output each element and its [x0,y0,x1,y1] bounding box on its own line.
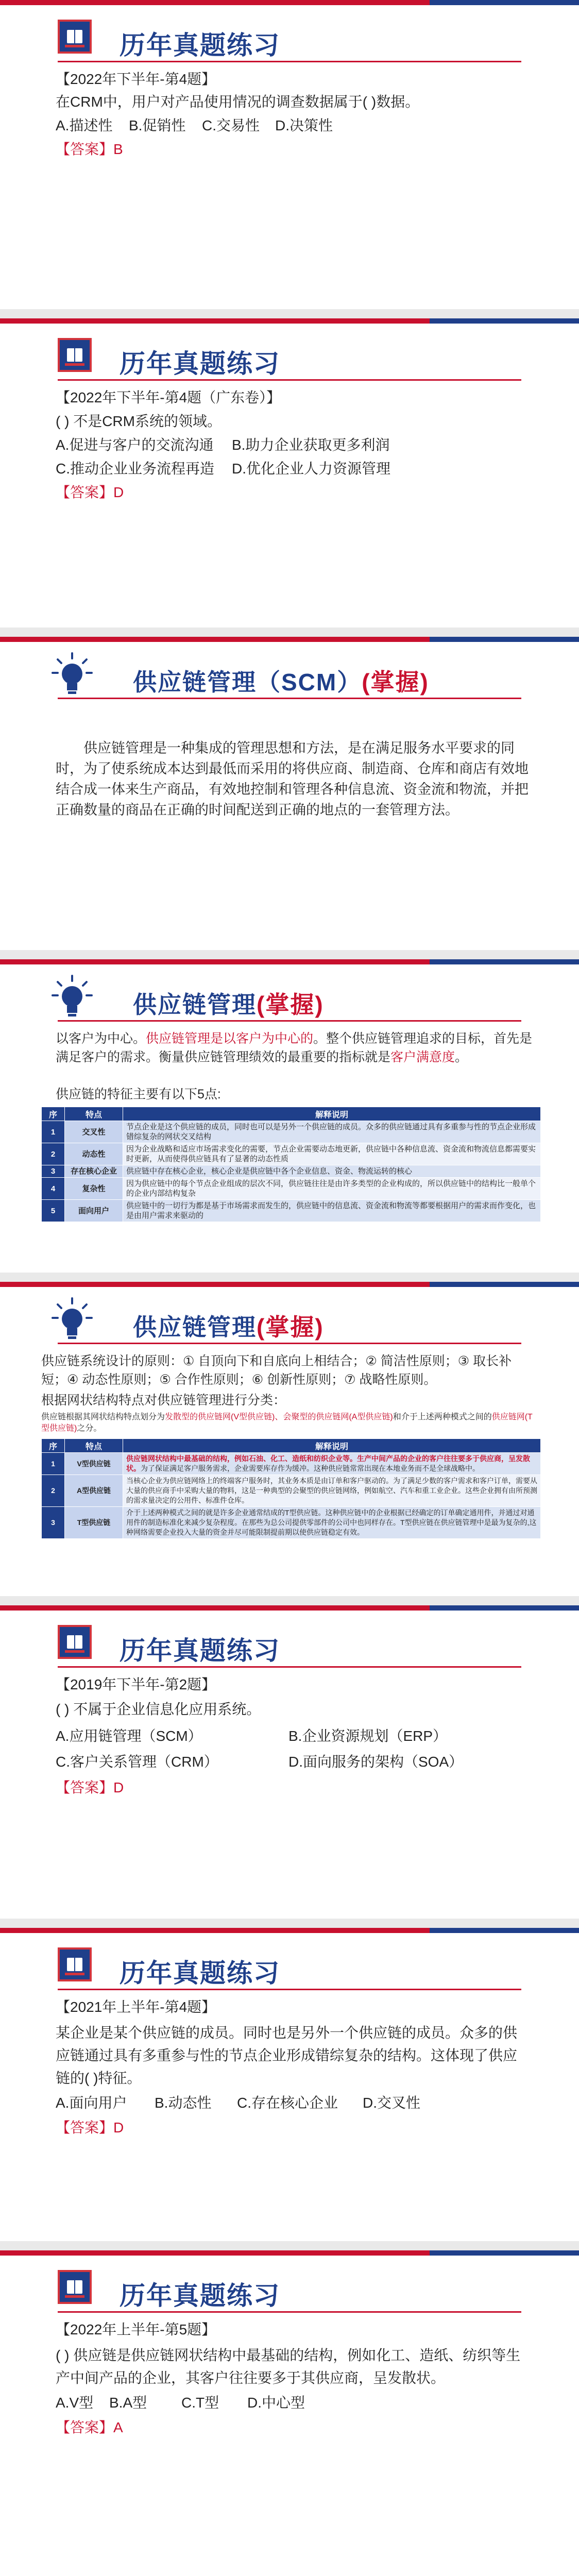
table-row [42,1200,541,1222]
option-b: B.促销性 [129,117,186,133]
top-bar [0,1605,579,1611]
title-underline [58,379,521,381]
title-underline [58,2311,521,2313]
row-feature: 交叉性 [65,1121,123,1143]
top-bar [0,1282,579,1287]
option-c: C.交易性 [202,117,260,133]
slide-1 [0,0,579,309]
row-desc-highlight: 供应链网状结构中最基础的结构，例如石油、化工、造纸和纺织企业等。生产中间产品的企业的客户往往要多于供应商，呈发散状。 [126,1454,530,1472]
row-index: 2 [42,1143,65,1165]
row-index: 3 [42,1165,65,1178]
table-row [42,1121,541,1143]
question-source: 【2022年下半年-第4题】 [56,71,216,87]
header-index: 序 [42,1439,65,1453]
note-red-2: 供应链网(T型供应链) [41,1413,533,1433]
option-b: B.动态性 [155,2095,212,2111]
slide-title: 历年真题练习 [120,31,280,60]
row-desc-rest: 为了保证满足客户服务需求，企业需要库存作为缓冲。这种供应链常常出现在本地业务而不是全球战略中。 [141,1464,480,1472]
table-row [42,1143,541,1165]
header-desc: 解释说明 [123,1107,541,1121]
book-logo-icon [58,1625,92,1659]
option-d: D.中心型 [247,2395,305,2411]
header-index: 序 [42,1107,65,1121]
option-d: D.优化企业人力资源管理 [232,461,391,477]
row-feature: 动态性 [65,1143,123,1165]
answer: 【答案】D [56,1780,124,1795]
note-a: 供应链根据其网状结构特点划分为 [41,1413,165,1421]
table-row [42,1475,541,1507]
top-bar [0,959,579,964]
book-logo-icon [58,338,92,372]
slide-title [133,1309,324,1343]
slide-title [133,986,324,1020]
row-desc [123,1453,541,1475]
row-index: 1 [42,1121,65,1143]
option-d: D.面向服务的架构（SOA） [288,1754,464,1770]
question-source: 【2022年下半年-第4题（广东卷）】 [56,389,281,405]
slide-title: 历年真题练习 [120,2281,280,2310]
slide-2 [0,318,579,628]
intro-c: 。 [455,1050,468,1064]
option-d: D.决策性 [275,117,333,133]
intro-b: 。整个供应链管理追求的目标，首先是满足客户的需求。衡量供应链管理绩效的最重要的指标就是 [56,1031,533,1064]
answer: 【答案】D [56,484,124,500]
option-c: C.客户关系管理（CRM） [56,1754,218,1770]
option-a: A.促进与客户的交流沟通 [56,437,214,453]
title-main: 供应链管理 [133,991,257,1018]
note-c: 之分。 [77,1424,102,1433]
top-bar [0,637,579,642]
row-feature: 面向用户 [65,1200,123,1222]
slide-3 [0,637,579,950]
option-a: A.应用链管理（SCM） [56,1728,202,1744]
lightbulb-icon [52,974,93,1020]
title-underline [58,698,521,699]
title-badge: (掌握) [257,1314,324,1341]
question-source: 【2019年下半年-第2题】 [56,1676,216,1692]
row-desc: 供应链中存在核心企业，核心企业是供应链中各个企业信息、资金、物流运转的核心 [123,1165,541,1178]
option-a: A.面向用户 [56,2095,127,2111]
slide-5 [0,1282,579,1596]
slide-title: 历年真题练习 [120,349,280,378]
row-feature: A型供应链 [65,1475,123,1507]
row-desc: 因为供应链中的每个节点企业组成的层次不同，供应链往往是由许多类型的企业构成的，所以供应链中的结构比一般单个的企业内部结构复杂 [123,1178,541,1200]
book-logo-icon [58,2270,92,2304]
design-principles: 供应链系统设计的原则：① 自顶向下和自底向上相结合；② 简洁性原则；③ 取长补短；④ 动态性原则；⑤ 合作性原则；⑥ 创新性原则；⑦ 战略性原则。 [41,1354,512,1387]
scm-definition: 供应链管理是一种集成的管理思想和方法，是在满足服务水平要求的同时，为了使系统成本达到最低而采用的将供应商、制造商、仓库和商店有效地结合成一体来生产商品，有效地控制和管理各种信息流、资金流和物流，并把正确数量的商品在正确的时间配送到正确的地点的一套管理方法。 [56,740,529,818]
table-row [42,1165,541,1178]
slide-4 [0,959,579,1273]
slide-7 [0,1928,579,2241]
intro-a: 以客户为中心。 [56,1031,146,1046]
row-feature: 复杂性 [65,1178,123,1200]
question-text: ( ) 不是CRM系统的领域。 [56,413,222,429]
lightbulb-icon [52,1296,93,1343]
option-c: C.存在核心企业 [237,2095,338,2111]
slide-title [133,664,429,698]
top-bar [0,2250,579,2256]
question-source: 【2021年上半年-第4题】 [56,1999,216,2015]
row-desc: 节点企业是这个供应链的成员，同时也可以是另外一个供应链的成员。众多的供应链通过具有多重参与性的节点企业形成错综复杂的网状交叉结构 [123,1121,541,1143]
question-text: 某企业是某个供应链的成员。同时也是另外一个供应链的成员。众多的供应链通过具有多重参与性的节点企业形成错综复杂的结构。这体现了供应链的( )特征。 [56,2025,518,2086]
top-bar [0,318,579,324]
features-lead: 供应链的特征主要有以下5点: [56,1087,221,1101]
note-b: 和介于上述两种模式之间的 [393,1413,492,1421]
answer: 【答案】D [56,2120,124,2136]
question-text: 在CRM中，用户对产品使用情况的调查数据属于( )数据。 [56,94,420,110]
title-badge: (掌握) [257,991,324,1018]
option-b: B.A型 [109,2395,147,2411]
answer: 【答案】B [56,141,123,157]
question-source: 【2022年上半年-第5题】 [56,2321,216,2337]
row-feature: V型供应链 [65,1453,123,1475]
row-desc: 因为企业战略和适应市场需求变化的需要，节点企业需要动态地更新，供应链中各种信息流、资金流和物流信息都需要实时更新，从而使得供应链具有了显著的动态性质 [123,1143,541,1165]
header-feature: 特点 [65,1439,123,1453]
title-underline [58,1343,521,1344]
option-c: C.T型 [181,2395,219,2411]
slide-title: 历年真题练习 [120,1959,280,1988]
row-index: 2 [42,1475,65,1507]
title-main: 供应链管理 [133,1314,257,1341]
book-logo-icon [58,1947,92,1981]
lightbulb-icon [52,651,93,698]
intro-red-2: 客户满意度 [390,1050,455,1064]
top-bar [0,0,579,5]
table-row [42,1453,541,1475]
answer: 【答案】A [56,2419,123,2435]
table-header [42,1439,541,1453]
row-index: 4 [42,1178,65,1200]
title-badge: (掌握) [362,669,429,696]
title-underline [58,1666,521,1668]
question-text: ( ) 不属于企业信息化应用系统。 [56,1701,261,1717]
table-row [42,1178,541,1200]
slide-6 [0,1605,579,1919]
title-underline [58,1020,521,1022]
table-row [42,1507,541,1539]
intro-red: 供应链管理是以客户为中心的 [146,1031,314,1046]
option-c: C.推动企业业务流程再造 [56,461,215,477]
option-a: A.V型 [56,2395,94,2411]
top-bar [0,1928,579,1933]
row-index: 5 [42,1200,65,1222]
row-index: 1 [42,1453,65,1475]
classification-note [41,1412,536,1434]
features-table [41,1107,541,1222]
question-text: ( ) 供应链是供应链网状结构中最基础的结构，例如化工、造纸、纺织等生产中间产品的企业，其客户往往要多于其供应商，呈发散状。 [56,2347,521,2386]
types-table [41,1438,541,1539]
header-desc: 解释说明 [123,1439,541,1453]
row-index: 3 [42,1507,65,1539]
row-desc: 当核心企业为供应链网络上的终端客户服务时，其业务本质是由订单和客户驱动的。为了满足少数的客户需求和客户订单，需要从大量的供应商手中采购大量的物料，这是一种典型的会聚型的供应链网络，例如航空、汽车和重工业企业。这些企业拥有由所预测的需求量决定的公用件、标准件仓库。 [123,1475,541,1507]
option-a: A.描述性 [56,117,113,133]
row-feature: T型供应链 [65,1507,123,1539]
note-red: 发散型的供应链网(V型供应链)、会聚型的供应链网(A型供应链) [165,1413,393,1421]
title-main: 供应链管理（SCM） [133,669,362,696]
option-b: B.企业资源规划（ERP） [288,1728,448,1744]
classification-lead: 根据网状结构特点对供应链管理进行分类： [41,1393,286,1408]
row-desc: 介于上述两种模式之间的就是许多企业通常结成的T型供应链。这种供应链中的企业根据已经确定的订单确定通用件，并通过对通用件的制造标准化来减少复杂程度。在那些为总公司提供零部件的公司中也同样存在。T型供应链在供应链管理中是最为复杂的,这种网络需要企业投入大量的资金并尽可能限制提前期以使供应链稳定有效。 [123,1507,541,1539]
option-b: B.助力企业获取更多利润 [232,437,390,453]
table-header [42,1107,541,1121]
title-underline [58,61,521,62]
title-underline [58,1989,521,1990]
slide-8 [0,2250,579,2576]
option-d: D.交叉性 [363,2095,421,2111]
intro-paragraph [56,1029,535,1066]
row-desc: 供应链中的一切行为都是基于市场需求而发生的，供应链中的信息流、资金流和物流等都要根据用户的需求而作变化，也是由用户需求来驱动的 [123,1200,541,1222]
book-logo-icon [58,20,92,54]
slide-title: 历年真题练习 [120,1636,280,1665]
header-feature: 特点 [65,1107,123,1121]
row-feature: 存在核心企业 [65,1165,123,1178]
